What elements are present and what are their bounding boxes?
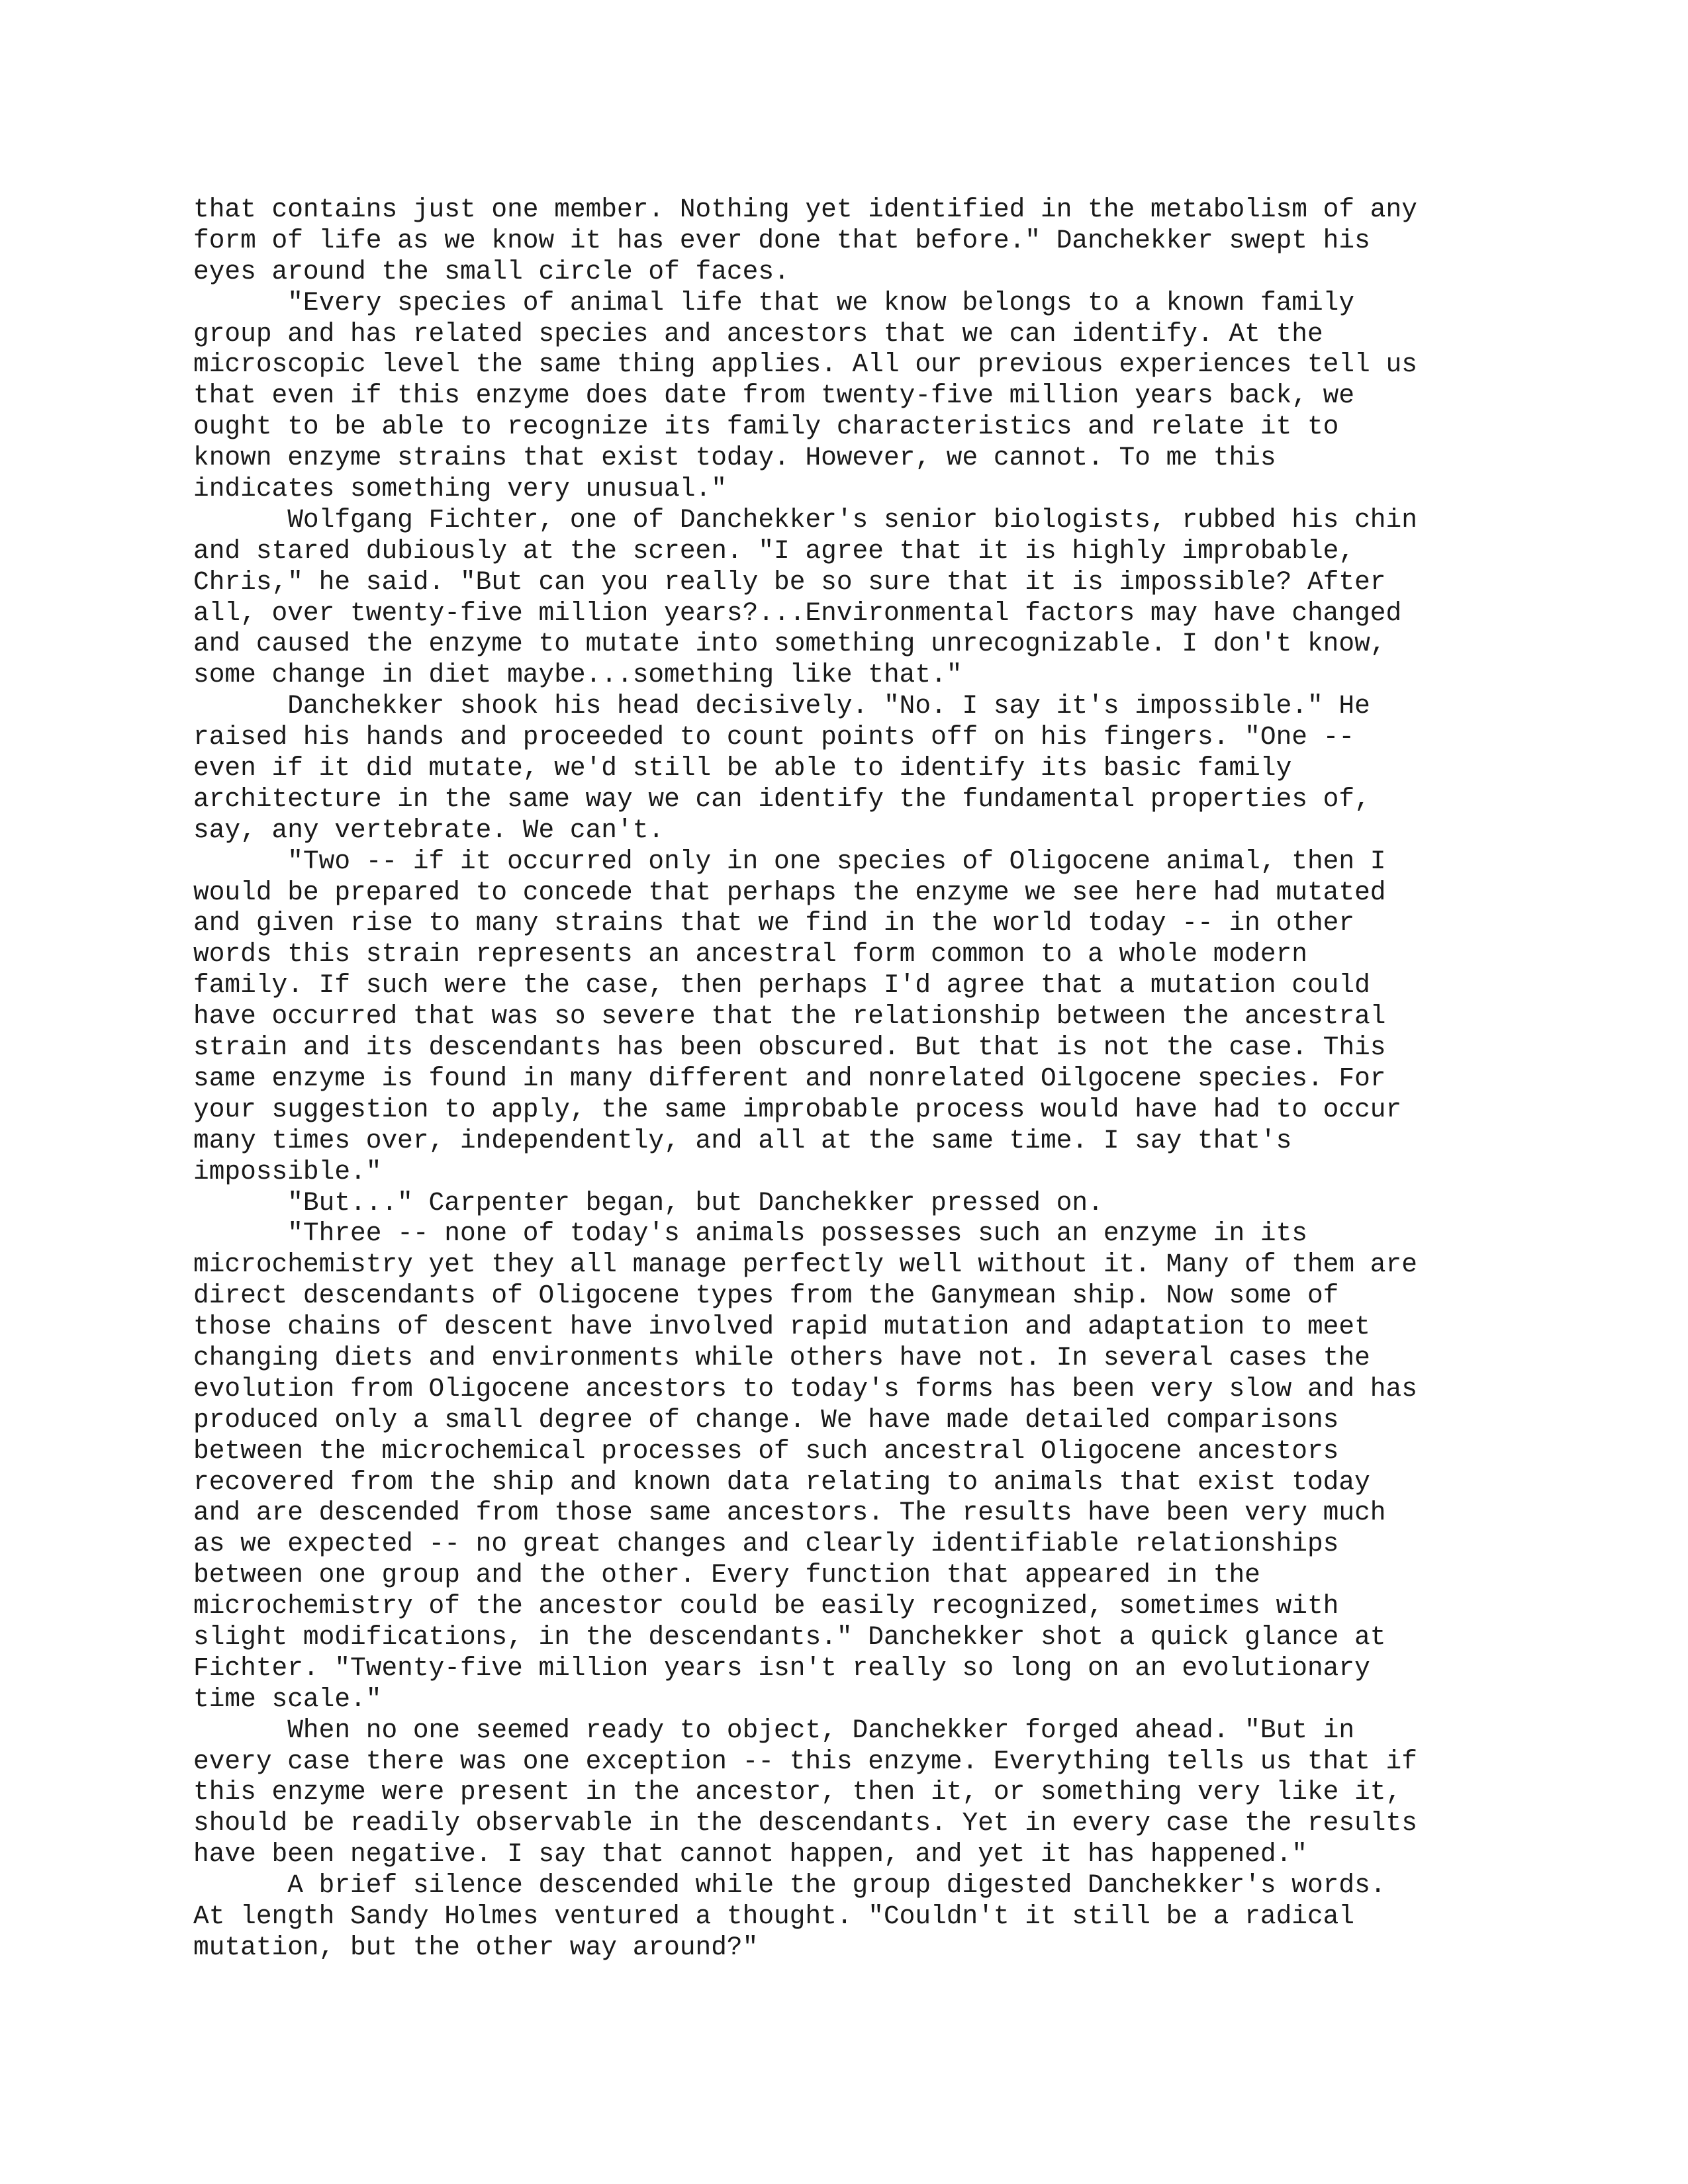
- text-line: A brief silence descended while the group digested Danchekker's words.: [193, 1870, 1386, 1901]
- text-line: all, over twenty-five million years?...Environmental factors may have changed: [193, 598, 1402, 628]
- text-line: have been negative. I say that cannot happen, and yet it has happened.": [193, 1839, 1307, 1870]
- text-line: raised his hands and proceeded to count points off on his fingers. "One --: [193, 722, 1355, 752]
- text-line: changing diets and environments while others have not. In several cases the: [193, 1342, 1370, 1373]
- text-line: would be prepared to concede that perhaps the enzyme we see here had mutated: [193, 877, 1386, 907]
- text-line: mutation, but the other way around?": [193, 1932, 759, 1962]
- text-line: "But..." Carpenter began, but Danchekker pressed on.: [193, 1187, 1103, 1218]
- text-line: your suggestion to apply, the same improbable process would have had to occur: [193, 1094, 1402, 1124]
- text-line: words this strain represents an ancestral form common to a whole modern: [193, 939, 1307, 970]
- text-line: those chains of descent have involved rapid mutation and adaptation to meet: [193, 1312, 1370, 1342]
- text-line: Fichter. "Twenty-five million years isn't really so long on an evolutionary: [193, 1653, 1370, 1683]
- text-line: indicates something very unusual.": [193, 474, 727, 504]
- text-line: "Every species of animal life that we know belongs to a known family: [193, 287, 1355, 318]
- text-line: should be readily observable in the descendants. Yet in every case the results: [193, 1808, 1417, 1839]
- text-line: that contains just one member. Nothing yet identified in the metabolism of any: [193, 195, 1417, 224]
- text-line: every case there was one exception -- this enzyme. Everything tells us that if: [193, 1746, 1417, 1776]
- text-line: At length Sandy Holmes ventured a thought. "Couldn't it still be a radical: [193, 1901, 1355, 1931]
- text-line: slight modifications, in the descendants." Danchekker shot a quick glance at: [193, 1621, 1386, 1652]
- text-line: this enzyme were present in the ancestor, then it, or something very like it,: [193, 1777, 1402, 1807]
- text-line: Danchekker shook his head decisively. "No. I say it's impossible." He: [193, 691, 1370, 721]
- text-line: say, any vertebrate. We can't.: [193, 815, 665, 845]
- text-line: strain and its descendants has been obscured. But that is not the case. This: [193, 1032, 1386, 1063]
- text-line: many times over, independently, and all at the same time. I say that's: [193, 1125, 1292, 1156]
- text-line: microchemistry of the ancestor could be easily recognized, sometimes with: [193, 1591, 1339, 1621]
- text-line: evolution from Oligocene ancestors to today's forms has been very slow and has: [193, 1373, 1417, 1404]
- text-line: architecture in the same way we can identify the fundamental properties of,: [193, 784, 1370, 814]
- text-line: eyes around the small circle of faces.: [193, 256, 790, 287]
- text-line: family. If such were the case, then perhaps I'd agree that a mutation could: [193, 970, 1370, 1001]
- text-line: as we expected -- no great changes and clearly identifiable relationships: [193, 1529, 1339, 1559]
- text-line: direct descendants of Oligocene types from the Ganymean ship. Now some of: [193, 1281, 1339, 1311]
- text-line: group and has related species and ancestors that we can identify. At the: [193, 318, 1323, 349]
- text-line: between the microchemical processes of such ancestral Oligocene ancestors: [193, 1435, 1339, 1466]
- text-line: have occurred that was so severe that the relationship between the ancestral: [193, 1001, 1386, 1032]
- text-line: some change in diet maybe...something like that.": [193, 660, 962, 690]
- text-line: recovered from the ship and known data relating to animals that exist today: [193, 1467, 1370, 1497]
- text-line: and given rise to many strains that we find in the world today -- in other: [193, 908, 1355, 938]
- text-line: impossible.": [193, 1156, 382, 1187]
- text-line: and stared dubiously at the screen. "I agree that it is highly improbable,: [193, 535, 1355, 566]
- text-line: form of life as we know it has ever done that before." Danchekker swept his: [193, 225, 1370, 255]
- text-line: known enzyme strains that exist today. However, we cannot. To me this: [193, 443, 1276, 473]
- text-line: microscopic level the same thing applies. All our previous experiences tell us: [193, 349, 1417, 380]
- text-line: When no one seemed ready to object, Danchekker forged ahead. "But in: [193, 1715, 1355, 1745]
- text-line: Chris," he said. "But can you really be so sure that it is impossible? After: [193, 567, 1386, 597]
- text-line: even if it did mutate, we'd still be able to identify its basic family: [193, 753, 1292, 784]
- text-line: that even if this enzyme does date from twenty-five million years back, we: [193, 381, 1355, 411]
- text-line: produced only a small degree of change. We have made detailed comparisons: [193, 1404, 1339, 1435]
- text-line: microchemistry yet they all manage perfectly well without it. Many of them are: [193, 1250, 1417, 1280]
- text-line: "Two -- if it occurred only in one species of Oligocene animal, then I: [193, 846, 1386, 876]
- text-line: ought to be able to recognize its family characteristics and relate it to: [193, 412, 1339, 442]
- text-line: between one group and the other. Every function that appeared in the: [193, 1560, 1260, 1590]
- body-text: [193, 195, 1517, 1964]
- text-line: Wolfgang Fichter, one of Danchekker's senior biologists, rubbed his chin: [193, 504, 1417, 535]
- text-line: same enzyme is found in many different and nonrelated Oilgocene species. For: [193, 1063, 1386, 1093]
- text-line: time scale.": [193, 1684, 382, 1714]
- text-line: and are descended from those same ancestors. The results have been very much: [193, 1498, 1386, 1528]
- text-line: "Three -- none of today's animals possesses such an enzyme in its: [193, 1218, 1307, 1249]
- text-line: and caused the enzyme to mutate into something unrecognizable. I don't know,: [193, 629, 1386, 659]
